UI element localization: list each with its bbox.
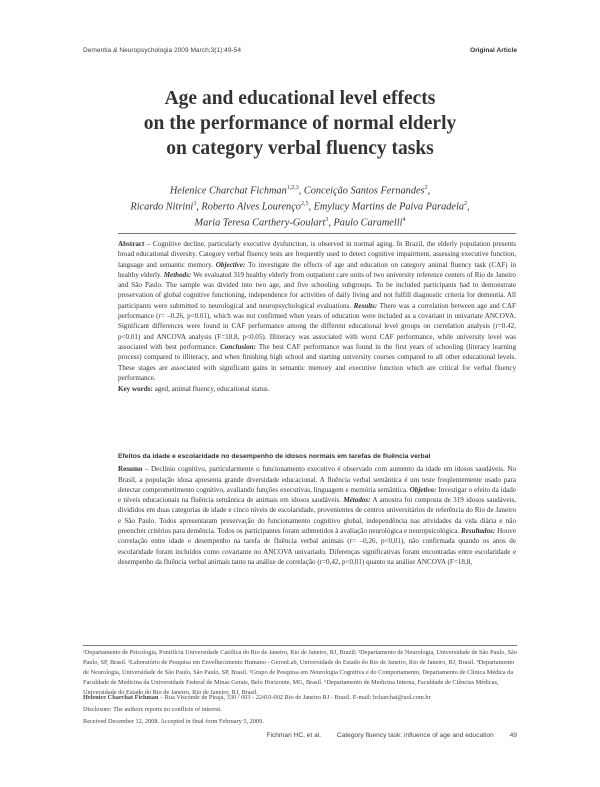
resumo-label: Resumo xyxy=(118,465,143,474)
abstract-intro: Cognitive decline, particularly executive dysfunction, is observed in normal aging. In Brazil, the elderly population presents broad educational diversity. Category verbal fluency tests are frequently used to detect cognitive impairment, assessing executive function, language and semantic memory. xyxy=(118,240,516,269)
portuguese-title: Efeitos da idade e escolaridade no desempenho de idosos normais em tarefas de fluência verbal xyxy=(118,453,431,460)
abstract-methods: We evaluated 319 healthy elderly from outpatient care units of two university reference centers of Rio de Janeiro and São Paulo. The sample was divided into two age, and five schooling subgroups. To be included participants had to demonstrate preservation of global cognitive functioning, independence for activities of daily living and not fulfill diagnostic criteria for dementia. All participants were submitted to neurological and neuropsychological evaluations. xyxy=(118,270,516,310)
abstract-conclusion: The best CAF performance was found in the first years of schooling (literacy learning process) compared to illiteracy, and when finishing high school and starting university courses compared to all other educational levels. These stages are associated with significant gains in semantic memory and executive function which are critical for verbal fluency performance. xyxy=(118,342,516,382)
journal-citation: Dementia & Neuropsychologia 2009 March;3(1):49-54 xyxy=(83,47,242,54)
abstract-top-rule xyxy=(118,233,516,234)
author-name: Paulo Caramelli xyxy=(333,217,403,229)
received-footnote: Received December 12, 2008. Accepted in final form February 5, 2009. xyxy=(83,718,264,725)
keywords: Key words: aged, animal fluency, educational status. xyxy=(118,385,270,394)
footer-short-title: Category fluency task: influence of age and education xyxy=(336,732,494,739)
footer-authors: Fichman HC, et al. xyxy=(266,732,322,739)
title-line: Age and educational level effects xyxy=(164,88,436,109)
author-line: Ricardo Nitrini$^3$, Roberto Alves Lourenço$^{2,5}$, Emylucy Martins de Paiva Paradela$^2$, xyxy=(130,200,470,213)
abstract-results: There was a correlation between age and CAF performance (r= –0.26, p<0.01), which was not confirmed when years of education were included as a covariant in univariate ANCOVA. Significant differences were found in CAF performance among the different educational level groups on correlation analysis (r=0.42, p<0.01) and ANCOVA analysis (F=18.8, p<0.05). Illiteracy was associated with worst CAF performance, while university level was associated with best performance. xyxy=(118,301,516,351)
abstract-block: Abstract – Cognitive decline, particularly executive dysfunction, is observed in normal aging. In Brazil, the elderly population presents broad educational diversity. Category verbal fluency tests are frequently used to detect cognitive impairment, assessing executive function, language and semantic memory. Objective: To investigate the effects of age and education on category animal fluency task (CAF) in healthy elderly. Methods: We evaluated 319 healthy elderly from outpatient care units of two university reference centers of Rio de Janeiro and São Paulo. The sample was divided into two age, and five schooling subgroups. To be included participants had to demonstrate preservation of global cognitive functioning, independence for activities of daily living and not fulfill diagnostic criteria for dementia. All participants were submitted to neurological and neuropsychological evaluations. Results: There was a correlation between age and CAF performance (r= –0.26, p<0.01), which was not confirmed when years of education were included as a covariant in univariate ANCOVA. Significant differences were found in CAF performance among the different educational level groups on correlation analysis (r=0.42, p<0.01) and ANCOVA analysis (F=18.8, p<0.05). Illiteracy was associated with worst CAF performance, while university level was associated with best performance. Conclusion: The best CAF performance was found in the first years of schooling (literacy learning process) compared to illiteracy, and when finishing high school and starting university courses compared to all other educational levels. These stages are associated with significant gains in semantic memory and executive function which are critical for verbal fluency performance. Key words: aged, animal fluency, educational status. xyxy=(118,240,516,394)
article-title xyxy=(83,86,517,161)
running-header xyxy=(83,47,517,59)
portuguese-abstract: Efeitos da idade e escolaridade no desempenho de idosos normais em tarefas de fluência verbal Resumo – Declínio cognitivo, particularmente o funcionamento executivo é observado com aumento da idade em idosos saudáveis. No Brasil, a população idosa apresenta grande diversidade educacional. A fluência verbal semântica é um teste freqüentemente usado para detectar comprometimento cognitivo, avaliando funções executivas, linguagem e memória semântica. Objetivo: Investigar o efeito da idade e níveis educacionais na fluência semântica de animais em idosos saudáveis. Métodos: A amostra foi composta de 319 idosos saudáveis, divididos em duas categorias de idade e cinco níveis de escolaridade, provenientes de centros universitários de referência do Rio de Janeiro e São Paulo. Todos apresentaram preservação do funcionamento cognitivo global, independência nas atividades da vida diária e não preencher critérios para demência. Todos os participantes foram submetidos à avaliação neurológica e neuropsicológica. Resultados: Houve correlação entre idade e desempenho na tarefa de fluência verbal animais (r= –0,26, p<0,01), não confirmada quando os anos de escolaridade foram incluídos como covariante no ANCOVA univariado. Diferenças significativas foram encontradas entre escolaridade e desempenho da fluência verbal animais tanto na análise de correlação (r=0,42, p<0,01) quanto na análise ANCOVA (F=18,8, xyxy=(118,453,516,566)
affiliations-footnote: ¹Departamento de Psicologia, Pontifícia Universidade Católica do Rio de Janeiro, Rio de Janeiro, RJ, Brazil; ²Departamento de Neurologia, Universidade de São Paulo, São Paulo, SP, Brasil. ³Laboratório de Pesquisa em Envelhecimento Humano - GeronLab, Universidade do Estado do Rio de Janeiro, Rio de Janeiro, RJ, Brasil. ⁴Departamento de Neurologia, Universidade de São Paulo, São Paulo, SP, Brasil. ⁵Grupo de Pesquisa em Neurologia Cognitiva e do Comportamento, Departamento de Clínica Médica da Faculdade de Medicina da Universidade Federal de Minas Gerais, Belo Horizonte, MG, Brasil. ⁶Departamento de Medicina Interna, Faculdade de Ciências Médicas, Universidade do Estado do Rio de Janeiro, Rio de Janeiro, RJ, Brasil. xyxy=(83,649,517,696)
author-name: Helenice Charchat Fichman xyxy=(169,185,287,197)
page-number: 49 xyxy=(509,732,517,739)
author-name: Emylucy Martins de Paiva Paradela xyxy=(313,201,465,213)
disclosure-footnote: Disclosure: The authors reports no conflicts of interest. xyxy=(83,706,222,713)
footer-citation xyxy=(252,732,517,739)
article-type: Original Article xyxy=(469,47,517,54)
title-line: on category verbal fluency tasks xyxy=(166,138,434,159)
page-footer xyxy=(83,732,517,744)
author-name: Conceição Santos Fernandes xyxy=(303,185,425,197)
correspondence-footnote: Helenice Charchat Fichman – Rua Visconde de Pirajá, 330 / 603 - 22410-002 Rio de Janeiro RJ - Brasil. E-mail: hcharchat@uol.com.br xyxy=(83,694,431,701)
title-line: on the performance of normal elderly xyxy=(143,113,457,134)
abstract-label: Abstract xyxy=(118,240,145,248)
author-name: Roberto Alves Lourenço xyxy=(201,201,301,213)
author-name: Ricardo Nitrini xyxy=(130,201,194,213)
abstract-objective: To investigate the effects of age and education on category animal fluency task (CAF) in healthy elderly. xyxy=(118,260,516,279)
author-name: Maria Teresa Carthery-Goulart xyxy=(194,217,326,229)
author-line: Helenice Charchat Fichman$^{1,2,3}$, Conceição Santos Fernandes$^2$, xyxy=(169,185,431,197)
author-line: Maria Teresa Carthery-Goulart$^3$, Paulo Caramelli$^4$ xyxy=(194,216,406,229)
footnote-rule xyxy=(83,645,517,646)
author-list xyxy=(83,182,517,230)
